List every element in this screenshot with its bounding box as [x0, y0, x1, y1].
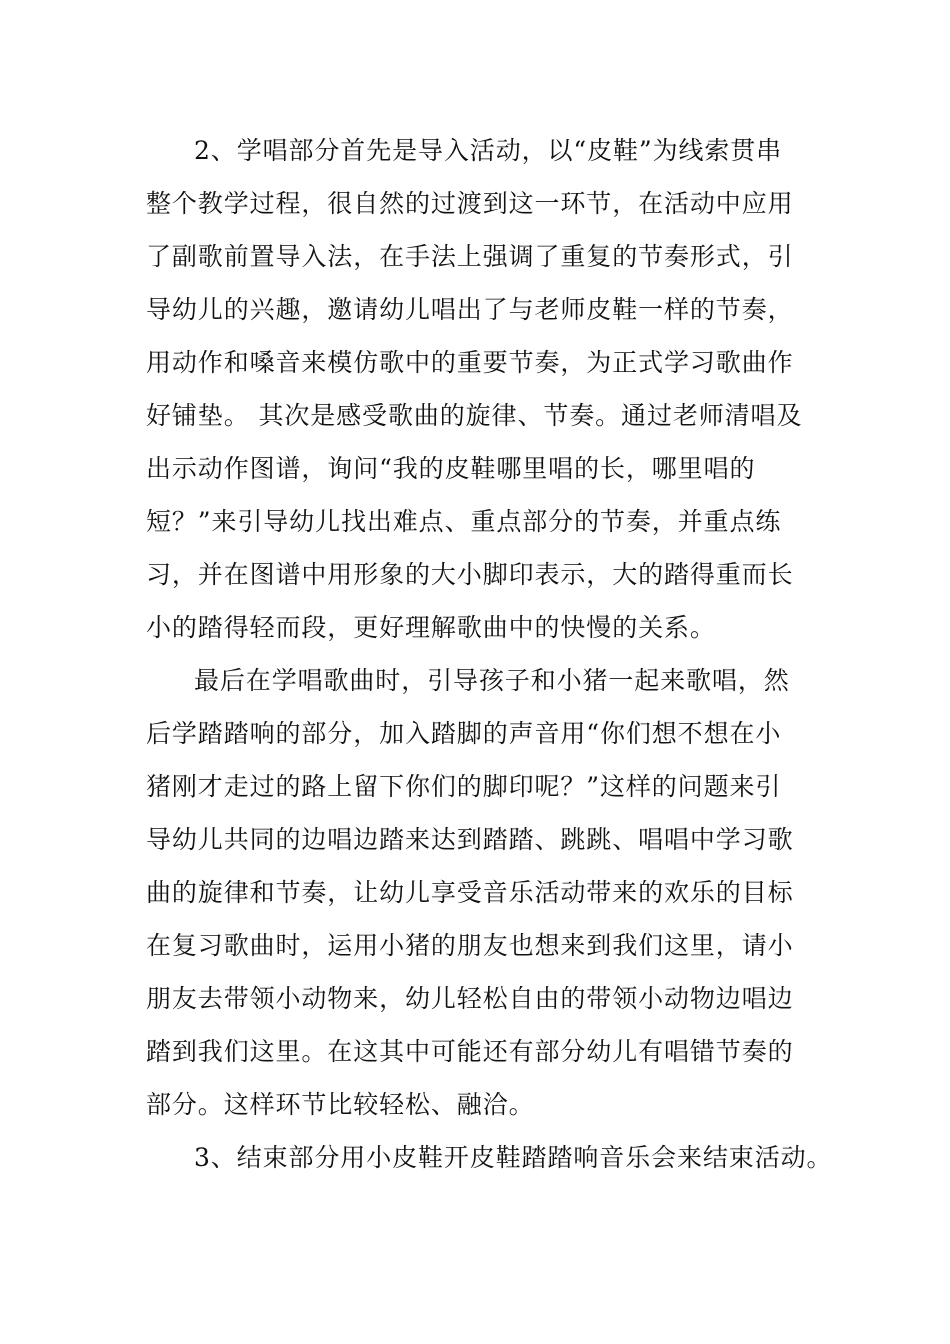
paragraph-2-line-5: 用动作和嗓音来模仿歌中的重要节奏，为正式学习歌曲作	[146, 348, 794, 377]
paragraph-2-line-9: 习，并在图谱中用形象的大小脚印表示，大的踏得重而长	[146, 560, 794, 589]
paragraph-last-line-1: 最后在学唱歌曲时，引导孩子和小猪一起来歌唱，然	[194, 666, 790, 695]
paragraph-last-line-7: 朋友去带领小动物来，幼儿轻松自由的带领小动物边唱边	[146, 984, 794, 1013]
paragraph-2-line-2: 整个教学过程，很自然的过渡到这一环节，在活动中应用	[146, 189, 794, 218]
paragraph-last-line-6: 在复习歌曲时，运用小猪的朋友也想来到我们这里，请小	[146, 931, 794, 960]
paragraph-last-line-9: 部分。这样环节比较轻松、融洽。	[146, 1090, 535, 1119]
paragraph-2-line-8: 短？”来引导幼儿找出难点、重点部分的节奏，并重点练	[146, 507, 782, 536]
paragraph-2-line-6: 好铺垫。 其次是感受歌曲的旋律、节奏。通过老师清唱及	[146, 401, 803, 430]
paragraph-2-line-1: 2、学唱部分首先是导入活动，以“皮鞋”为线索贯串	[194, 136, 783, 165]
paragraph-3-line-1: 3、结束部分用小皮鞋开皮鞋踏踏响音乐会来结束活动。	[194, 1143, 833, 1172]
paragraph-2-line-7: 出示动作图谱，询问“我的皮鞋哪里唱的长，哪里唱的	[146, 454, 756, 483]
paragraph-2-line-4: 导幼儿的兴趣，邀请幼儿唱出了与老师皮鞋一样的节奏，	[146, 295, 794, 324]
paragraph-2-line-10: 小的踏得轻而段，更好理解歌曲中的快慢的关系。	[146, 613, 716, 642]
paragraph-last-line-8: 踏到我们这里。在这其中可能还有部分幼儿有唱错节奏的	[146, 1037, 794, 1066]
paragraph-last-line-4: 导幼儿共同的边唱边踏来达到踏踏、跳跳、唱唱中学习歌	[146, 825, 794, 854]
paragraph-2-line-3: 了副歌前置导入法，在手法上强调了重复的节奏形式，引	[146, 242, 794, 271]
paragraph-last-line-2: 后学踏踏响的部分，加入踏脚的声音用“你们想不想在小	[146, 719, 782, 748]
paragraph-last-line-5: 曲的旋律和节奏，让幼儿享受音乐活动带来的欢乐的目标	[146, 878, 794, 907]
paragraph-last-line-3: 猪刚才走过的路上留下你们的脚印呢？”这样的问题来引	[146, 772, 782, 801]
